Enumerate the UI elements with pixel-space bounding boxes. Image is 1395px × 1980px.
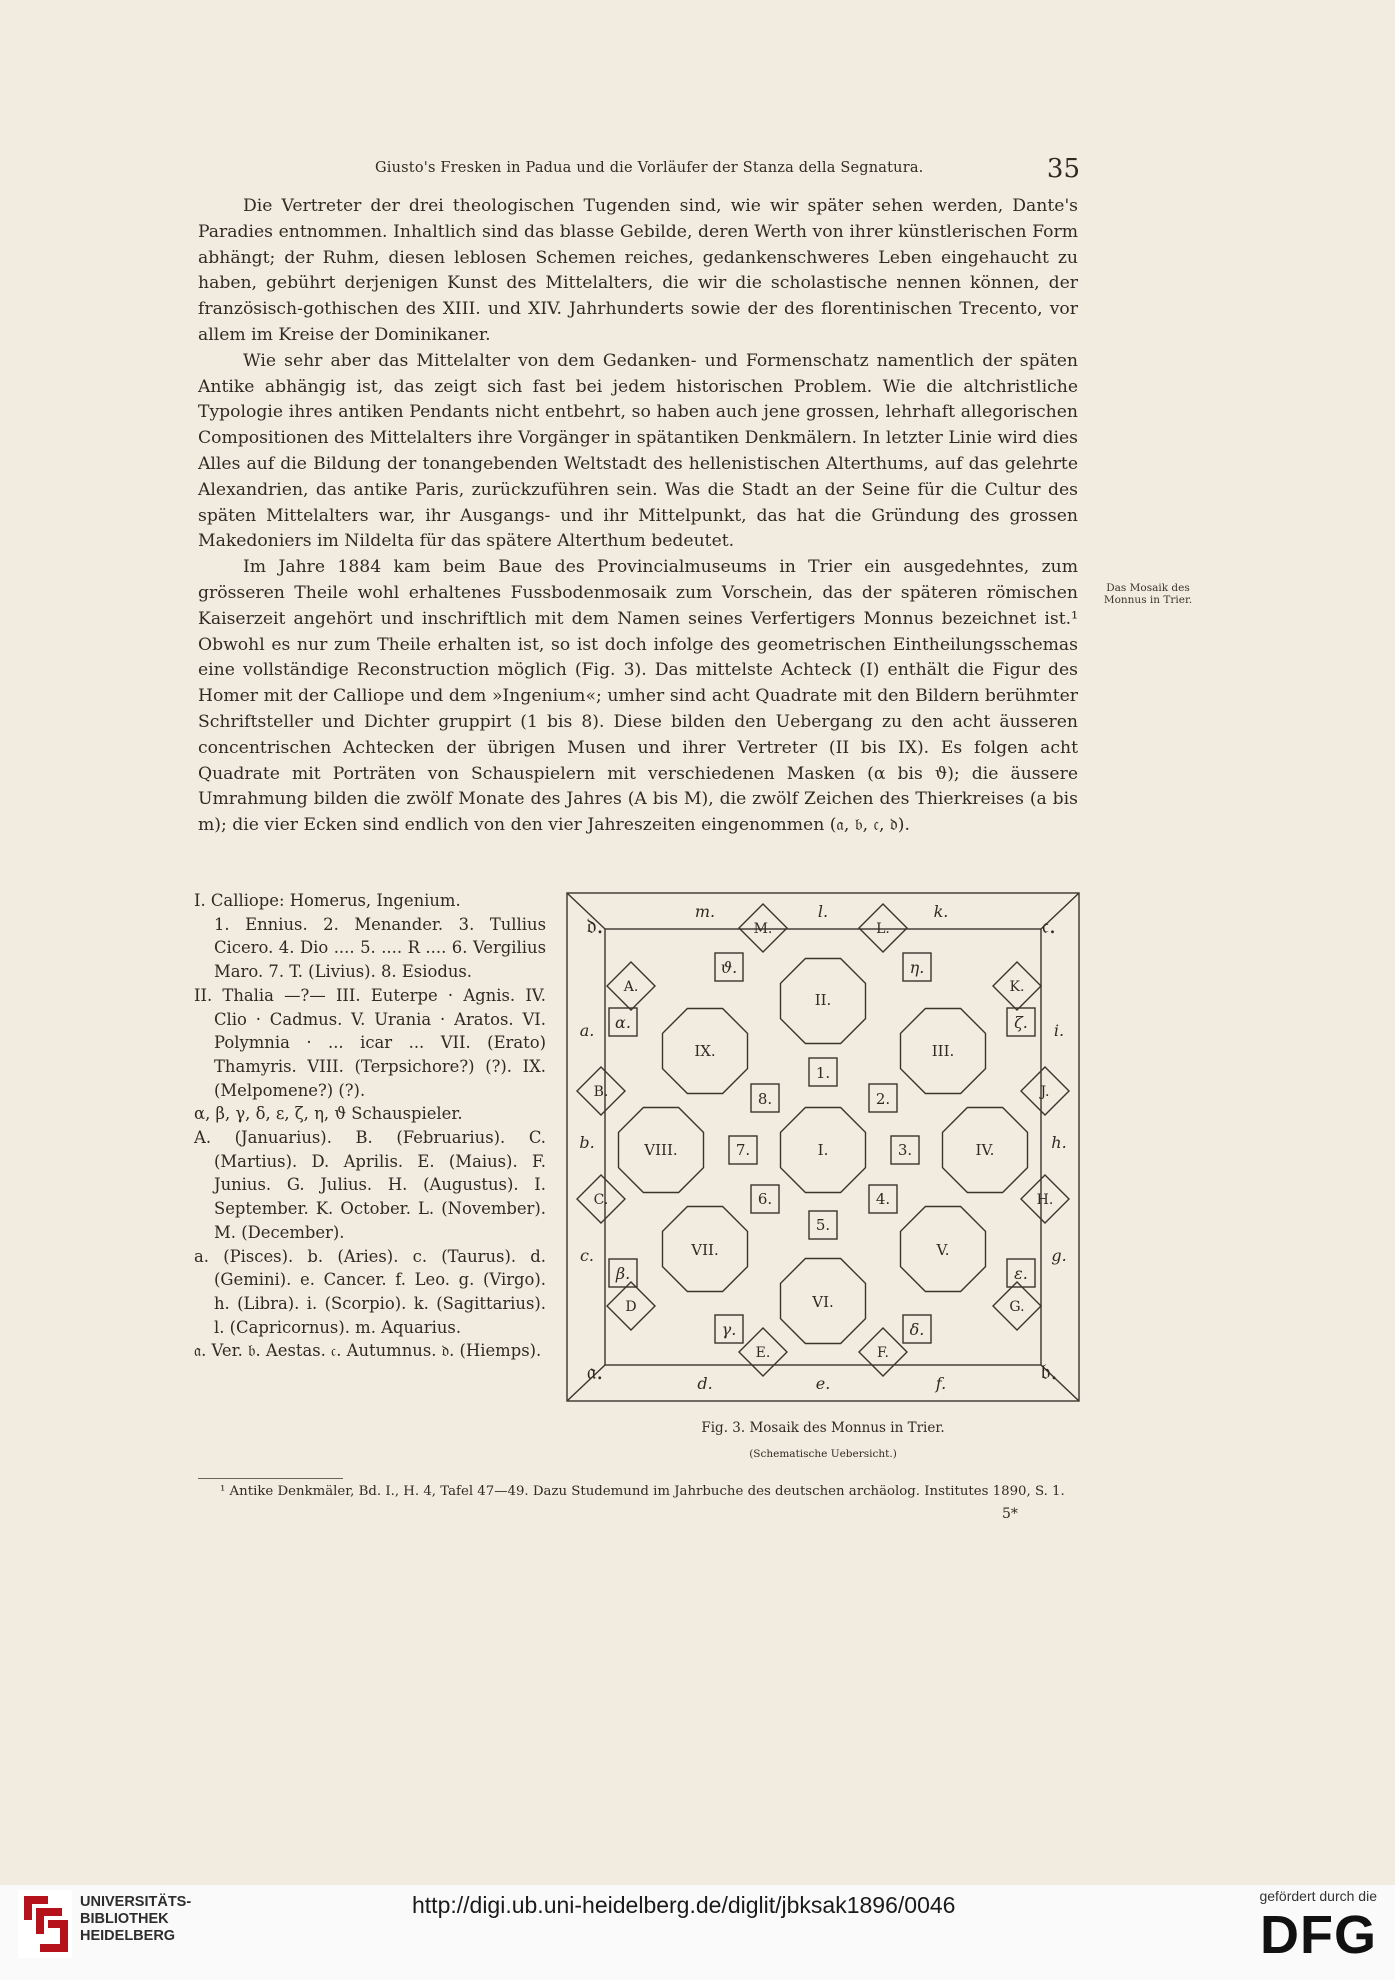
square-label: 5. (815, 1216, 831, 1234)
zodiac-label: e. (815, 1374, 831, 1393)
running-header (195, 156, 1090, 186)
month-label: B. (593, 1084, 609, 1100)
zodiac-label: d. (697, 1374, 713, 1393)
paragraph: Im Jahre 1884 kam beim Baue des Provincialmuseums in Trier ein ausgedehntes, zum grösseren Theile wohl erhaltenes Fussbodenmosaik zum Vorschein, das der späteren römischen Kaiserzeit angehört und inschriftlich mit dem Namen seines Verfertigers Monnus bezeichnet ist.¹ Obwohl es nur zum Theile erhalten ist, so ist doch infolge des geometrischen Eintheilungsschemas eine vollständige Reconstruction möglich (Fig. 3). Das mittelste Achteck (I) enthält die Figur des Homer mit der Calliope und dem »Ingenium«; umher sind acht Quadrate mit den Bildern berühmter Schriftsteller und Dichter gruppirt (1 bis 8). Diese bilden den Uebergang zu den acht äusseren concentrischen Achtecken der übrigen Musen und ihrer Vertreter (II bis IX). Es folgen acht Quadrate mit Porträten von Schauspielern mit verschiedenen Masken (α bis ϑ); die äussere Umrahmung bilden die zwölf Monate des Jahres (A bis M), die zwölf Zeichen des Thierkreises (a bis m); die vier Ecken sind endlich von den vier Jahreszeiten eingenommen (𝔞, 𝔟, 𝔠, 𝔡). (198, 557, 1078, 836)
page-number: 35 (1046, 154, 1080, 184)
legend-entry: I. Calliope: Homerus, Ingenium. (194, 891, 461, 910)
square-label: 7. (735, 1141, 751, 1159)
octagon-label: VI. (812, 1293, 834, 1311)
zodiac-label: g. (1051, 1246, 1067, 1265)
actor-label: β. (615, 1264, 631, 1283)
mosaic-schema (565, 891, 1081, 1403)
actor-label: ε. (1014, 1264, 1028, 1283)
dfg-logo[interactable]: DFG (1260, 1905, 1377, 1965)
month-label: J. (1040, 1084, 1050, 1100)
legend-entry: 𝔞. Ver. 𝔟. Aestas. 𝔠. Autumnus. 𝔡. (Hiemps). (194, 1341, 542, 1361)
month-label: C. (593, 1192, 609, 1208)
figure-caption: Fig. 3. Mosaik des Monnus in Trier. (701, 1420, 945, 1436)
figure-legend (194, 889, 546, 1363)
zodiac-label: f. (935, 1374, 947, 1393)
zodiac-label: i. (1053, 1021, 1065, 1040)
month-label: M. (753, 921, 773, 937)
month-label: F. (877, 1345, 889, 1361)
actor-label: η. (909, 958, 925, 977)
square-label: 6. (757, 1190, 773, 1208)
month-label: G. (1009, 1299, 1025, 1315)
octagon-label: IV. (975, 1141, 995, 1159)
actor-label: α. (615, 1013, 631, 1032)
mosaic-diagram (565, 891, 1081, 1403)
actor-label: ϑ. (720, 958, 738, 977)
season-label: 𝔟. (1040, 1360, 1058, 1385)
zodiac-label: c. (579, 1246, 595, 1265)
octagon-label: I. (817, 1141, 829, 1159)
actor-label: γ. (721, 1320, 737, 1339)
footnote: ¹ Antike Denkmäler, Bd. I., H. 4, Tafel 47—49. Dazu Studemund im Jahrbuche des deutschen archäolog. Institutes 1890, S. 1. (220, 1484, 1065, 1499)
figure-subcaption: (Schematische Uebersicht.) (749, 1448, 897, 1460)
square-label: 1. (815, 1064, 831, 1082)
actor-label: δ. (909, 1320, 925, 1339)
zodiac-label: k. (933, 902, 949, 921)
page-url[interactable]: http://digi.ub.uni-heidelberg.de/diglit/jbksak1896/0046 (412, 1892, 956, 1918)
margin-note: Das Mosaik des Monnus in Trier. (1103, 582, 1193, 606)
main-text (198, 194, 1078, 839)
paragraph: Wie sehr aber das Mittelalter von dem Gedanken- und Formenschatz namentlich der späten Antike abhängig ist, das zeigt sich fast bei jedem historischen Problem. Wie die altchristliche Typologie ihres antiken Pendants nicht entbehrt, so haben auch jene grossen, lehrhaft allegorischen Compositionen des Mittelalters ihre Vorgänger in spätantiken Denkmälern. In letzter Linie wird dies Alles auf die Bildung der tonangebenden Weltstadt des hellenistischen Alterthums, auf das gelehrte Alexandrien, das antike Paris, zurückzuführen sein. Was die Stadt an der Seine für die Cultur des späten Mittelalters war, ihr Ausgangs- und ihr Mittelpunkt, das hat die Gründung des grossen Makedoniers im Nildelta für das spätere Alterthum bedeutet. (198, 350, 1078, 552)
library-logo-icon[interactable] (18, 1890, 72, 1958)
zodiac-label: b. (579, 1133, 595, 1152)
zodiac-label: h. (1051, 1133, 1067, 1152)
legend-entry: A. (Januarius). B. (Februarius). C. (Martius). D. Aprilis. E. (Maius). F. Junius. G. Julius. H. (Augustus). I. September. K. October. L. (November). M. (December). (194, 1128, 546, 1242)
running-title: Giusto's Fresken in Padua und die Vorläufer der Stanza della Segnatura. (375, 160, 924, 176)
square-label: 4. (875, 1190, 891, 1208)
octagon-label: II. (814, 991, 832, 1009)
footnote-rule (198, 1478, 343, 1479)
square-label: 8. (757, 1090, 773, 1108)
legend-entry: 1. Ennius. 2. Menander. 3. Tullius Cicero. 4. Dio .... 5. .... R .... 6. Vergilius Maro. 7. T. (Livius). 8. Esiodus. (214, 914, 546, 982)
actor-label: ζ. (1014, 1013, 1028, 1032)
season-label: 𝔞. (586, 1360, 604, 1385)
paragraph: Die Vertreter der drei theologischen Tugenden sind, wie wir später sehen werden, Dante's Paradies entnommen. Inhaltlich sind das blasse Gebilde, deren Werth von ihrer künstlerischen Form abhängt; der Ruhm, diesen leblosen Schemen reiches, gedankenschweres Leben eingehaucht zu haben, gebührt derjenigen Kunst des Mittelalters, die wir die scholastische nennen können, der französisch-gothischen des XIII. und XIV. Jahrhunderts sowie der des florentinischen Trecento, vor allem im Kreise der Dominikaner. (198, 196, 1078, 345)
square-label: 2. (875, 1090, 891, 1108)
month-label: H. (1036, 1192, 1054, 1208)
legend-entry: a. (Pisces). b. (Aries). c. (Taurus). d. (Gemini). e. Cancer. f. Leo. g. (Virgo). h. (Libra). i. (Scorpio). k. (Sagittarius). l. (Capricornus). m. Aquarius. (194, 1246, 546, 1337)
octagon-label: VII. (691, 1241, 719, 1259)
zodiac-label: a. (579, 1021, 595, 1040)
octagon-label: V. (936, 1241, 950, 1259)
library-name[interactable]: UNIVERSITÄTS- BIBLIOTHEK HEIDELBERG (80, 1894, 192, 1944)
month-label: E. (755, 1345, 771, 1361)
zodiac-label: l. (817, 902, 829, 921)
season-label: 𝔠. (1042, 914, 1056, 939)
legend-entry: II. Thalia —?— III. Euterpe · Agnis. IV. Clio · Cadmus. V. Urania · Aratos. VI. Polymnia · ... icar ... VII. (Erato) Thamyris. VIII. (Terpsichore?) (?). IX. (Melpomene?) (?). (194, 985, 546, 1100)
month-label: L. (876, 921, 890, 937)
legend-entry: α, β, γ, δ, ε, ζ, η, ϑ Schauspieler. (194, 1104, 463, 1124)
octagon-label: III. (931, 1042, 955, 1060)
funder-text: gefördert durch die (1259, 1888, 1377, 1904)
octagon-label: IX. (694, 1042, 716, 1060)
square-label: 3. (897, 1141, 913, 1159)
signature-mark: 5* (1002, 1506, 1018, 1522)
zodiac-label: m. (694, 902, 716, 921)
octagon-label: VIII. (644, 1141, 678, 1159)
month-label: D (625, 1299, 637, 1315)
month-label: A. (623, 979, 639, 995)
month-label: K. (1009, 979, 1025, 995)
season-label: 𝔡. (586, 914, 604, 939)
